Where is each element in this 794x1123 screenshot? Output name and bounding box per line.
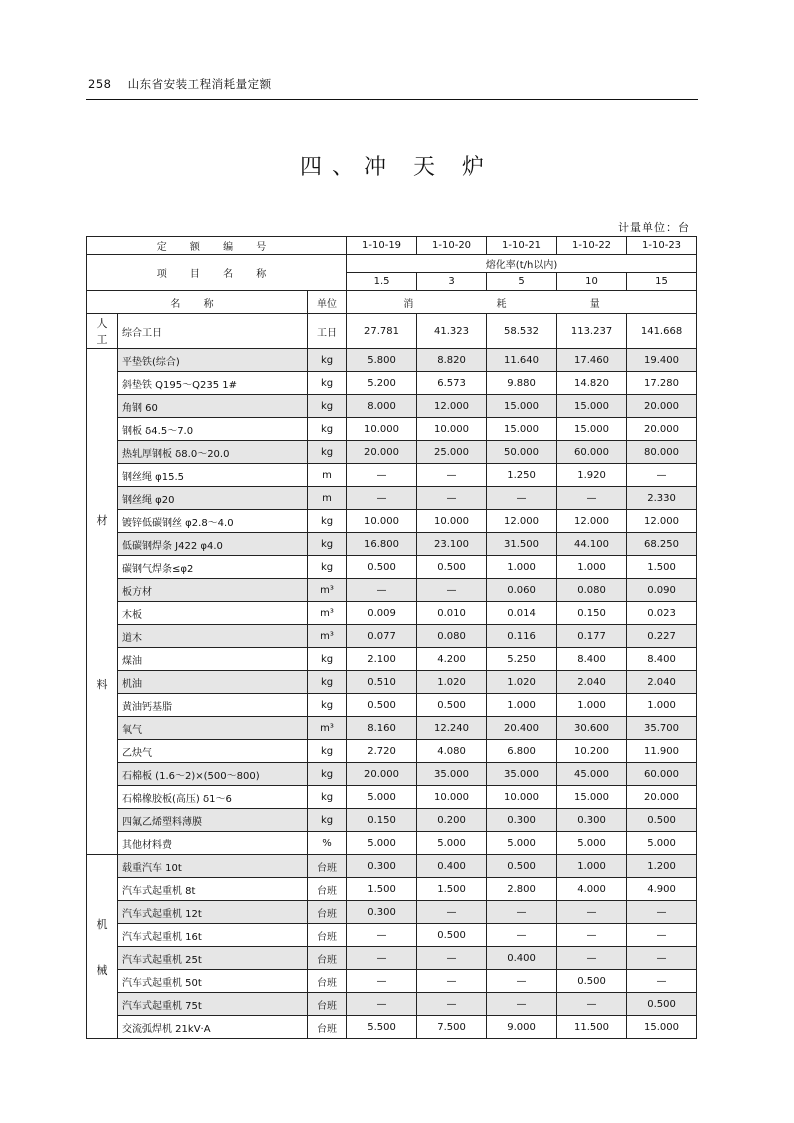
value-cell: 2.800 <box>487 878 557 901</box>
material-row <box>87 556 697 579</box>
value-cell: 17.460 <box>557 349 627 372</box>
value-cell: 0.177 <box>557 625 627 648</box>
material-row <box>87 395 697 418</box>
value-cell: — <box>557 993 627 1016</box>
item-name: 综合工日 <box>118 314 308 349</box>
value-cell: 2.040 <box>557 671 627 694</box>
item-name: 氧气 <box>118 717 308 740</box>
value-cell: — <box>347 993 417 1016</box>
item-name: 碳钢气焊条≤φ2 <box>118 556 308 579</box>
value-cell: — <box>487 487 557 510</box>
item-name: 四氟乙烯塑料薄膜 <box>118 809 308 832</box>
item-unit: kg <box>308 786 347 809</box>
item-name: 黄油钙基脂 <box>118 694 308 717</box>
capacity-cell: 15 <box>627 273 697 291</box>
value-cell: 8.000 <box>347 395 417 418</box>
value-cell: 6.800 <box>487 740 557 763</box>
value-cell: 8.820 <box>417 349 487 372</box>
value-cell: 10.000 <box>417 510 487 533</box>
value-cell: 9.000 <box>487 1016 557 1039</box>
item-unit: 台班 <box>308 947 347 970</box>
value-cell: 5.000 <box>417 832 487 855</box>
category-char: 工 <box>96 333 108 346</box>
category-char: 械 <box>96 963 108 977</box>
value-cell: 2.100 <box>347 648 417 671</box>
value-cell: — <box>627 970 697 993</box>
value-cell: 141.668 <box>627 314 697 349</box>
value-cell: 12.000 <box>417 395 487 418</box>
item-name: 热轧厚钢板 δ8.0～20.0 <box>118 441 308 464</box>
value-cell: 4.080 <box>417 740 487 763</box>
material-row <box>87 671 697 694</box>
value-cell: 2.040 <box>627 671 697 694</box>
machine-row <box>87 1016 697 1039</box>
value-cell: 20.000 <box>627 786 697 809</box>
item-name: 斜垫铁 Q195～Q235 1# <box>118 372 308 395</box>
value-cell: 20.000 <box>627 395 697 418</box>
category-char: 人 <box>96 317 108 330</box>
value-cell: 0.014 <box>487 602 557 625</box>
machine-row <box>87 947 697 970</box>
value-cell: 0.200 <box>417 809 487 832</box>
value-cell: 5.000 <box>627 832 697 855</box>
material-row <box>87 694 697 717</box>
value-cell: — <box>627 901 697 924</box>
material-row <box>87 441 697 464</box>
value-cell: 12.000 <box>487 510 557 533</box>
quota-code-cell: 1-10-19 <box>347 237 417 255</box>
item-unit: 台班 <box>308 878 347 901</box>
value-cell: 0.500 <box>557 970 627 993</box>
item-unit: 台班 <box>308 924 347 947</box>
value-cell: — <box>627 924 697 947</box>
value-cell: 5.000 <box>347 832 417 855</box>
capacity-header-row <box>87 255 697 273</box>
material-row <box>87 533 697 556</box>
item-name: 低碳钢焊条 J422 φ4.0 <box>118 533 308 556</box>
material-row <box>87 464 697 487</box>
machine-row <box>87 993 697 1016</box>
value-cell: 0.500 <box>417 556 487 579</box>
value-cell: 0.116 <box>487 625 557 648</box>
value-cell: — <box>417 970 487 993</box>
value-cell: 50.000 <box>487 441 557 464</box>
value-cell: 10.000 <box>347 510 417 533</box>
material-row <box>87 809 697 832</box>
value-cell: 15.000 <box>487 395 557 418</box>
value-cell: 0.510 <box>347 671 417 694</box>
value-cell: 2.330 <box>627 487 697 510</box>
value-cell: 5.000 <box>557 832 627 855</box>
value-cell: 15.000 <box>627 1016 697 1039</box>
value-cell: 9.880 <box>487 372 557 395</box>
value-cell: 12.000 <box>557 510 627 533</box>
value-cell: 0.060 <box>487 579 557 602</box>
value-cell: 1.000 <box>487 694 557 717</box>
item-name: 载重汽车 10t <box>118 855 308 878</box>
quota-code-cell: 1-10-20 <box>417 237 487 255</box>
item-unit: m³ <box>308 717 347 740</box>
value-cell: 10.000 <box>487 786 557 809</box>
header-rule <box>86 99 698 100</box>
item-name: 道木 <box>118 625 308 648</box>
value-cell: 0.300 <box>557 809 627 832</box>
value-cell: 0.400 <box>487 947 557 970</box>
machine-category <box>87 855 118 1039</box>
item-unit: m³ <box>308 579 347 602</box>
value-cell: 4.900 <box>627 878 697 901</box>
value-cell: 2.720 <box>347 740 417 763</box>
value-cell: 1.250 <box>487 464 557 487</box>
consumption-header: 消 耗 量 <box>347 291 697 314</box>
item-unit: 台班 <box>308 1016 347 1039</box>
value-cell: 45.000 <box>557 763 627 786</box>
value-cell: 0.500 <box>627 993 697 1016</box>
value-cell: 15.000 <box>557 786 627 809</box>
item-name: 角钢 60 <box>118 395 308 418</box>
value-cell: 20.000 <box>347 441 417 464</box>
capacity-cell: 10 <box>557 273 627 291</box>
value-cell: 1.500 <box>347 878 417 901</box>
item-unit: kg <box>308 809 347 832</box>
item-unit: kg <box>308 372 347 395</box>
value-cell: 0.009 <box>347 602 417 625</box>
value-cell: — <box>347 579 417 602</box>
value-cell: 25.000 <box>417 441 487 464</box>
material-row <box>87 602 697 625</box>
item-name: 其他材料费 <box>118 832 308 855</box>
item-unit: kg <box>308 533 347 556</box>
value-cell: — <box>627 464 697 487</box>
material-row <box>87 740 697 763</box>
item-unit: kg <box>308 395 347 418</box>
value-cell: — <box>417 464 487 487</box>
value-cell: 1.020 <box>487 671 557 694</box>
value-cell: — <box>417 993 487 1016</box>
value-cell: 1.000 <box>627 694 697 717</box>
value-cell: — <box>627 947 697 970</box>
value-cell: 0.300 <box>487 809 557 832</box>
item-name: 镀锌低碳钢丝 φ2.8～4.0 <box>118 510 308 533</box>
value-cell: 0.023 <box>627 602 697 625</box>
value-cell: — <box>487 901 557 924</box>
value-cell: 0.080 <box>557 579 627 602</box>
value-cell: — <box>557 924 627 947</box>
value-cell: 0.300 <box>347 901 417 924</box>
material-row <box>87 349 697 372</box>
value-cell: 7.500 <box>417 1016 487 1039</box>
material-row <box>87 786 697 809</box>
value-cell: 4.000 <box>557 878 627 901</box>
material-row <box>87 648 697 671</box>
item-unit: kg <box>308 349 347 372</box>
item-unit: m³ <box>308 602 347 625</box>
item-name: 乙炔气 <box>118 740 308 763</box>
item-unit: kg <box>308 763 347 786</box>
material-row <box>87 832 697 855</box>
value-cell: 8.400 <box>557 648 627 671</box>
value-cell: — <box>487 970 557 993</box>
item-name: 煤油 <box>118 648 308 671</box>
value-cell: 113.237 <box>557 314 627 349</box>
value-cell: — <box>487 924 557 947</box>
capacity-cell: 3 <box>417 273 487 291</box>
item-name: 机油 <box>118 671 308 694</box>
value-cell: 19.400 <box>627 349 697 372</box>
value-cell: 14.820 <box>557 372 627 395</box>
item-unit: kg <box>308 510 347 533</box>
item-name: 平垫铁(综合) <box>118 349 308 372</box>
value-cell: 1.920 <box>557 464 627 487</box>
quota-code-cell: 1-10-22 <box>557 237 627 255</box>
item-unit: 台班 <box>308 855 347 878</box>
item-unit: % <box>308 832 347 855</box>
value-cell: 16.800 <box>347 533 417 556</box>
item-unit: 台班 <box>308 993 347 1016</box>
value-cell: 8.160 <box>347 717 417 740</box>
item-name: 汽车式起重机 75t <box>118 993 308 1016</box>
value-cell: 10.000 <box>417 786 487 809</box>
value-cell: — <box>347 464 417 487</box>
labor-row <box>87 314 697 349</box>
page-header <box>88 76 272 92</box>
value-cell: 1.500 <box>417 878 487 901</box>
value-cell: 0.500 <box>487 855 557 878</box>
machine-row <box>87 901 697 924</box>
item-unit: 台班 <box>308 970 347 993</box>
value-cell: 1.500 <box>627 556 697 579</box>
category-char: 材 <box>96 513 108 527</box>
value-cell: 5.800 <box>347 349 417 372</box>
value-cell: — <box>557 487 627 510</box>
book-title: 山东省安装工程消耗量定额 <box>127 77 272 91</box>
value-cell: 5.000 <box>487 832 557 855</box>
quota-code-label: 定 额 编 号 <box>87 237 347 255</box>
value-cell: — <box>557 947 627 970</box>
value-cell: 1.000 <box>557 855 627 878</box>
value-cell: 41.323 <box>417 314 487 349</box>
material-row <box>87 579 697 602</box>
value-cell: — <box>347 947 417 970</box>
value-cell: 60.000 <box>557 441 627 464</box>
value-cell: 1.000 <box>557 556 627 579</box>
column-header-row <box>87 291 697 314</box>
value-cell: 0.080 <box>417 625 487 648</box>
value-cell: 35.000 <box>487 763 557 786</box>
value-cell: 68.250 <box>627 533 697 556</box>
value-cell: 44.100 <box>557 533 627 556</box>
value-cell: 0.090 <box>627 579 697 602</box>
value-cell: 35.000 <box>417 763 487 786</box>
material-row <box>87 372 697 395</box>
page-number: 258 <box>88 77 112 91</box>
item-unit: kg <box>308 694 347 717</box>
item-unit: 工日 <box>308 314 347 349</box>
item-name: 交流弧焊机 21kV·A <box>118 1016 308 1039</box>
value-cell: 31.500 <box>487 533 557 556</box>
value-cell: 11.900 <box>627 740 697 763</box>
value-cell: 0.150 <box>557 602 627 625</box>
value-cell: 0.500 <box>347 556 417 579</box>
item-unit: kg <box>308 556 347 579</box>
value-cell: 20.000 <box>627 418 697 441</box>
material-row <box>87 625 697 648</box>
value-cell: 0.500 <box>627 809 697 832</box>
item-name: 汽车式起重机 25t <box>118 947 308 970</box>
value-cell: 35.700 <box>627 717 697 740</box>
value-cell: 0.150 <box>347 809 417 832</box>
value-cell: 5.250 <box>487 648 557 671</box>
value-cell: — <box>417 947 487 970</box>
value-cell: 0.400 <box>417 855 487 878</box>
item-unit: kg <box>308 740 347 763</box>
item-name: 石棉板 (1.6～2)×(500～800) <box>118 763 308 786</box>
value-cell: 0.077 <box>347 625 417 648</box>
labor-category <box>87 314 118 349</box>
capacity-label: 熔化率(t/h以内) <box>347 255 697 273</box>
value-cell: 15.000 <box>557 418 627 441</box>
item-name: 汽车式起重机 16t <box>118 924 308 947</box>
value-cell: 0.010 <box>417 602 487 625</box>
value-cell: — <box>347 924 417 947</box>
item-unit: kg <box>308 418 347 441</box>
measurement-unit-note: 计量单位：台 <box>618 221 690 234</box>
machine-row <box>87 924 697 947</box>
material-row <box>87 717 697 740</box>
item-name: 汽车式起重机 50t <box>118 970 308 993</box>
value-cell: 5.000 <box>347 786 417 809</box>
item-unit: kg <box>308 648 347 671</box>
value-cell: 6.573 <box>417 372 487 395</box>
value-cell: — <box>347 487 417 510</box>
machine-row <box>87 878 697 901</box>
value-cell: 0.500 <box>417 924 487 947</box>
value-cell: 17.280 <box>627 372 697 395</box>
name-column-header: 名 称 <box>87 291 308 314</box>
value-cell: 1.000 <box>557 694 627 717</box>
item-unit: 台班 <box>308 901 347 924</box>
value-cell: 5.200 <box>347 372 417 395</box>
category-char: 机 <box>96 917 108 931</box>
capacity-cell: 1.5 <box>347 273 417 291</box>
value-cell: 4.200 <box>417 648 487 671</box>
value-cell: 1.200 <box>627 855 697 878</box>
material-category <box>87 349 118 855</box>
material-row <box>87 487 697 510</box>
value-cell: 80.000 <box>627 441 697 464</box>
value-cell: — <box>347 970 417 993</box>
material-row <box>87 510 697 533</box>
item-unit: m <box>308 487 347 510</box>
category-char: 料 <box>96 677 108 691</box>
value-cell: 1.020 <box>417 671 487 694</box>
item-unit: kg <box>308 671 347 694</box>
value-cell: 10.200 <box>557 740 627 763</box>
value-cell: 23.100 <box>417 533 487 556</box>
quota-code-cell: 1-10-21 <box>487 237 557 255</box>
quota-code-cell: 1-10-23 <box>627 237 697 255</box>
unit-column-header: 单位 <box>308 291 347 314</box>
page-title: 四、冲 天 炉 <box>300 155 494 180</box>
item-name: 钢丝绳 φ15.5 <box>118 464 308 487</box>
item-name: 木板 <box>118 602 308 625</box>
value-cell: — <box>417 487 487 510</box>
value-cell: 15.000 <box>487 418 557 441</box>
value-cell: 20.400 <box>487 717 557 740</box>
value-cell: 60.000 <box>627 763 697 786</box>
value-cell: 58.532 <box>487 314 557 349</box>
machine-row <box>87 970 697 993</box>
machine-row <box>87 855 697 878</box>
value-cell: 10.000 <box>347 418 417 441</box>
value-cell: 15.000 <box>557 395 627 418</box>
quota-code-row <box>87 237 697 255</box>
value-cell: 12.240 <box>417 717 487 740</box>
value-cell: — <box>417 901 487 924</box>
value-cell: 27.781 <box>347 314 417 349</box>
value-cell: 0.500 <box>417 694 487 717</box>
value-cell: 0.300 <box>347 855 417 878</box>
item-unit: m <box>308 464 347 487</box>
value-cell: 10.000 <box>417 418 487 441</box>
item-unit: kg <box>308 441 347 464</box>
value-cell: 1.000 <box>487 556 557 579</box>
item-name: 石棉橡胶板(高压) δ1～6 <box>118 786 308 809</box>
item-name: 钢板 δ4.5～7.0 <box>118 418 308 441</box>
value-cell: — <box>417 579 487 602</box>
value-cell: 12.000 <box>627 510 697 533</box>
value-cell: — <box>487 993 557 1016</box>
item-name: 汽车式起重机 12t <box>118 901 308 924</box>
item-name: 板方材 <box>118 579 308 602</box>
item-name: 汽车式起重机 8t <box>118 878 308 901</box>
value-cell: 30.600 <box>557 717 627 740</box>
value-cell: 0.500 <box>347 694 417 717</box>
item-name-label: 项 目 名 称 <box>87 255 347 291</box>
value-cell: — <box>557 901 627 924</box>
capacity-cell: 5 <box>487 273 557 291</box>
value-cell: 5.500 <box>347 1016 417 1039</box>
material-row <box>87 418 697 441</box>
value-cell: 11.500 <box>557 1016 627 1039</box>
material-row <box>87 763 697 786</box>
quota-table <box>86 236 697 1039</box>
value-cell: 0.227 <box>627 625 697 648</box>
item-unit: m³ <box>308 625 347 648</box>
value-cell: 20.000 <box>347 763 417 786</box>
value-cell: 11.640 <box>487 349 557 372</box>
value-cell: 8.400 <box>627 648 697 671</box>
item-name: 钢丝绳 φ20 <box>118 487 308 510</box>
